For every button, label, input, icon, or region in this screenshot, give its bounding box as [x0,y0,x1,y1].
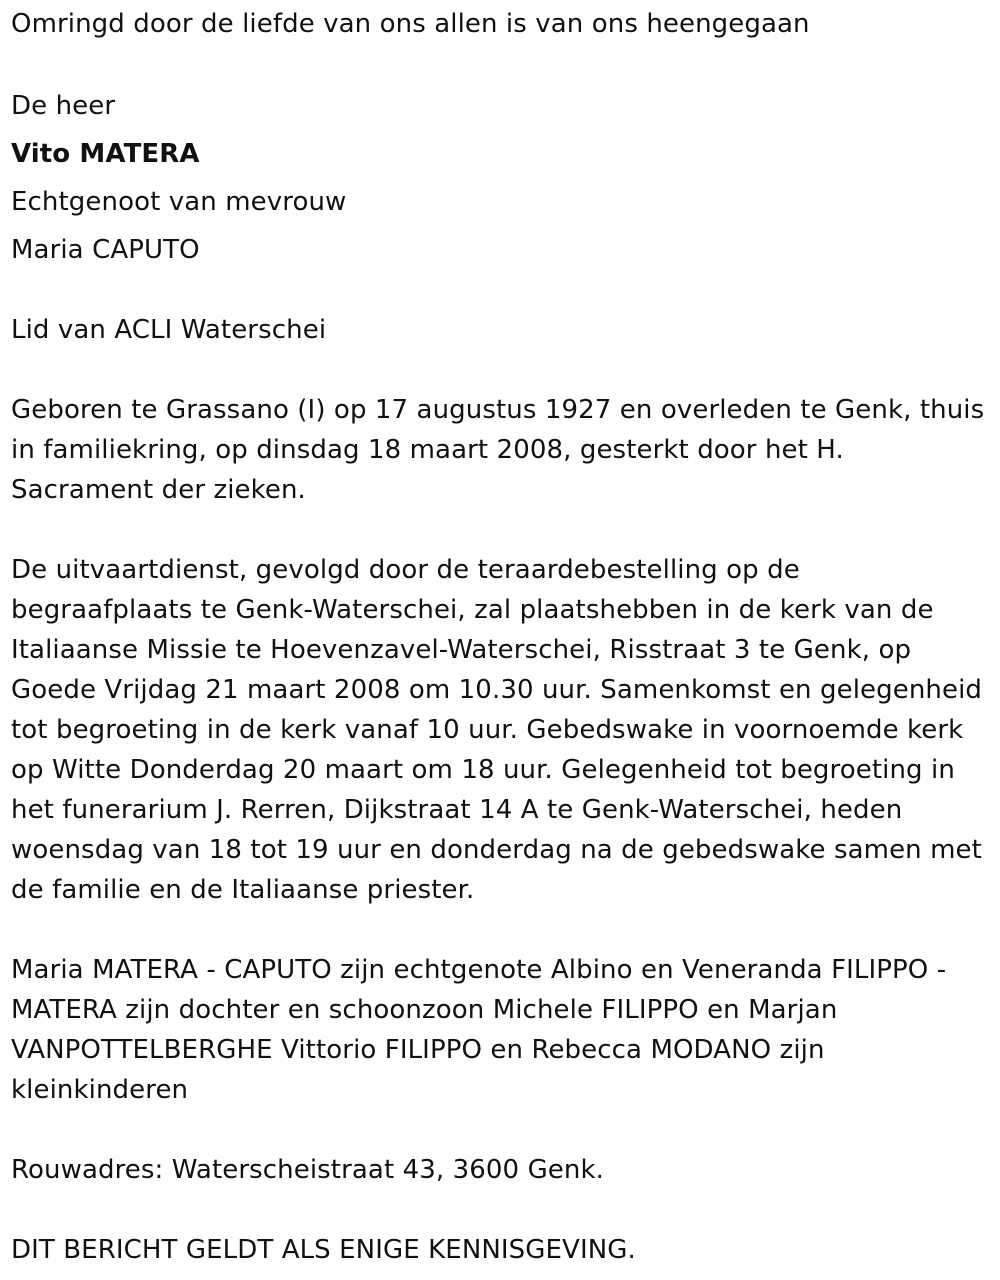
deceased-name: Vito MATERA [11,139,200,169]
birth-death-line: Geboren te Grassano (I) op 17 augustus 1927 en overleden te Genk, thuis [11,395,985,425]
funeral-line: woensdag van 18 tot 19 uur en donderdag na de gebedswake samen met [11,835,982,865]
spouse-name: Maria CAPUTO [11,235,200,265]
notice-text: DIT BERICHT GELDT ALS ENIGE KENNISGEVING. [11,1235,636,1265]
birth-death-line: in familiekring, op dinsdag 18 maart 2008, gesterkt door het H. [11,435,844,465]
salutation: De heer [11,91,116,121]
funeral-paragraph [11,550,996,910]
birth-death-paragraph [11,390,996,510]
family-paragraph [11,950,996,1110]
funeral-line: begraafplaats te Genk-Waterschei, zal plaatshebben in de kerk van de [11,595,934,625]
funeral-line: Italiaanse Missie te Hoevenzavel-Waterschei, Risstraat 3 te Genk, op [11,635,912,665]
birth-death-line: Sacrament der zieken. [11,475,306,505]
family-line: VANPOTTELBERGHE Vittorio FILIPPO en Rebecca MODANO zijn [11,1035,825,1065]
family-line: Maria MATERA - CAPUTO zijn echtgenote Albino en Veneranda FILIPPO - [11,955,947,985]
funeral-line: tot begroeting in de kerk vanaf 10 uur. Gebedswake in voornoemde kerk [11,715,964,745]
spouse-label: Echtgenoot van mevrouw [11,187,347,217]
funeral-line: de familie en de Italiaanse priester. [11,875,475,905]
funeral-line: het funerarium J. Rerren, Dijkstraat 14 A te Genk-Waterschei, heden [11,795,903,825]
family-line: MATERA zijn dochter en schoonzoon Michele FILIPPO en Marjan [11,995,838,1025]
membership-text: Lid van ACLI Waterschei [11,315,327,345]
funeral-line: De uitvaartdienst, gevolgd door de teraardebestelling op de [11,555,800,585]
funeral-line: op Witte Donderdag 20 maart om 18 uur. Gelegenheid tot begroeting in [11,755,955,785]
mourning-address: Rouwadres: Waterscheistraat 43, 3600 Genk. [11,1155,605,1185]
family-line: kleinkinderen [11,1075,189,1105]
intro-text: Omringd door de liefde van ons allen is van ons heengegaan [11,9,810,39]
funeral-line: Goede Vrijdag 21 maart 2008 om 10.30 uur. Samenkomst en gelegenheid [11,675,982,705]
